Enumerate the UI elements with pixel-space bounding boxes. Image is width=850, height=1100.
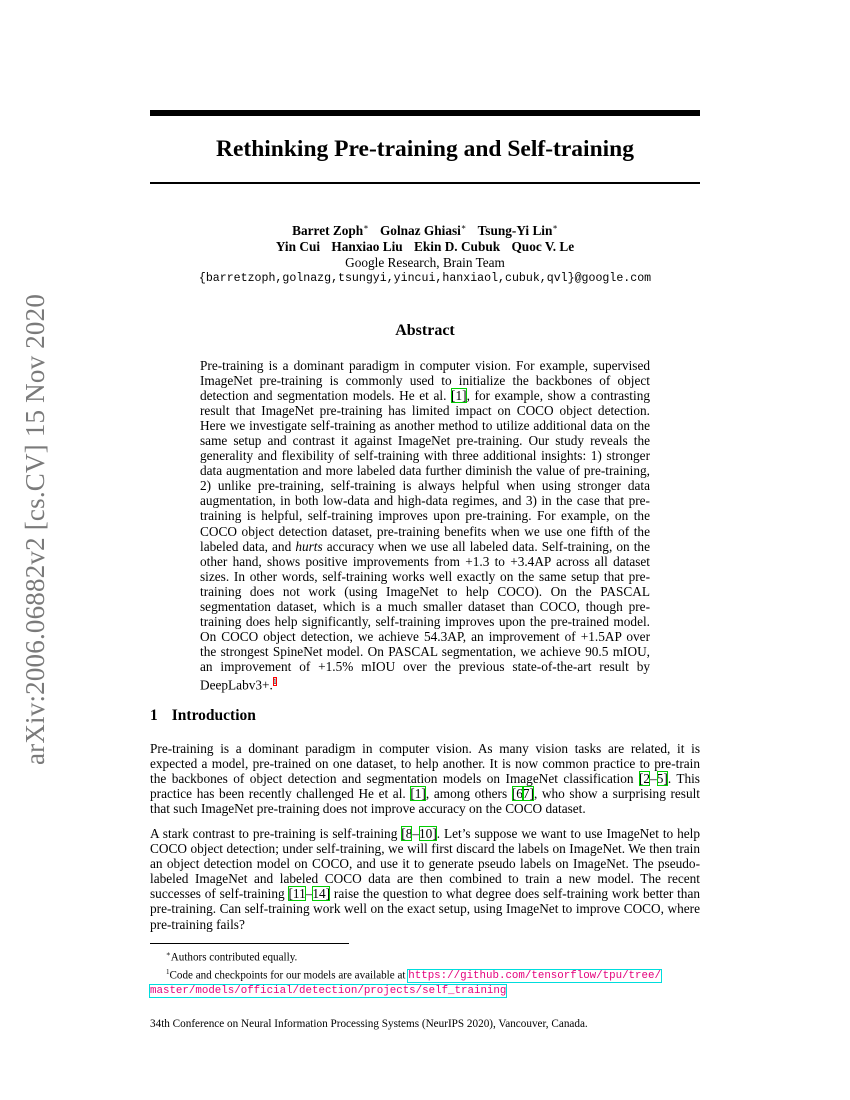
author: Quoc V. Le (511, 239, 575, 255)
section-number: 1 (150, 707, 158, 724)
author-block (150, 220, 700, 287)
citation-link[interactable]: 5] (656, 771, 668, 787)
citation-link[interactable]: [6 (511, 786, 523, 802)
footnote-2-continued (150, 983, 710, 998)
citation-link[interactable]: [1] (410, 786, 426, 802)
citation-link[interactable]: [11 (288, 886, 306, 902)
paper-title: Rethinking Pre-training and Self-training (215, 136, 635, 162)
author: Tsung-Yi Lin∗ (477, 223, 558, 239)
citation-link[interactable]: 10] (419, 826, 437, 841)
code-repository-link[interactable]: https://github.com/tensorflow/tpu/tree/ (408, 970, 661, 983)
intro-paragraph-2: A stark contrast to pre-training is self-training [8–10]. Let’s suppose we want to use ImageNet to help COCO object detection; under self-training, we will first discard the labels on ImageNet. We then train an object detection model on COCO, and use it to generate pseudo labels on ImageNet. The pseudo-labeled ImageNet and labeled COCO data are then combined to train a new model. The recent successes of self-training [11–14] raise the question to what degree does self-training work better than pre-training. Can self-training work well on the exact setup, using ImageNet to improve COCO, where pre-training fails? (150, 826, 700, 932)
title-bottom-rule (150, 182, 700, 184)
section-title: Introduction (171, 707, 256, 724)
citation-link[interactable]: [2 (639, 771, 651, 787)
arxiv-identifier-stamp (14, 283, 58, 775)
code-repository-link-continued[interactable]: master/models/official/detection/projects/self_training (150, 985, 507, 998)
author: Yin Cui (275, 239, 321, 255)
author-line-2 (150, 239, 700, 255)
abstract-body: Pre-training is a dominant paradigm in computer vision. For example, supervised ImageNet pre-training is commonly used to initialize the backbones of object detection and segmentation models. He et al. [1], for example, show a contrasting result that ImageNet pre-training has limited impact on COCO object detection. Here we investigate self-training as another method to utilize additional data on the same setup and contrast it against ImageNet pre-training. Our study reveals the generality and flexibility of self-training with three additional insights: 1) stronger data augmentation and more labeled data further diminish the value of pre-training, 2) unlike pre-training, self-training is always helpful when using stronger data augmentation, in both low-data and high-data regimes, and 3) in the case that pre-training is helpful, self-training improves upon pre-training. For example, on the COCO object detection dataset, pre-training benefits when we use one fifth of the labeled data, and hurts accuracy when we use all labeled data. Self-training, on the other hand, shows positive improvements from +1.3 to +3.4AP across all dataset sizes. In other words, self-training works well exactly on the same setup that pre-training does not work (using ImageNet to help COCO). On the PASCAL segmentation dataset, which is a much smaller dataset than COCO, though pre-training does help significantly, self-training improves upon the pre-trained model. On COCO object detection, we achieve 54.3AP, an improvement of +1.5AP over the strongest SpineNet model. On PASCAL segmentation, we achieve 90.5 mIOU, an improvement of +1.5% mIOU over the previous state-of-the-art result by DeepLabv3+.$^1$ (200, 358, 650, 693)
abstract-heading: Abstract (395, 322, 455, 339)
author: Ekin D. Cubuk (414, 239, 501, 255)
footnote-2: $^1$Code and checkpoints for our models are available at https://github.com/tensorflow/tpu/tree/ (166, 967, 661, 983)
citation-link[interactable]: [8 (401, 826, 413, 841)
footnotes (150, 947, 710, 998)
footnote-1: ∗Authors contributed equally. (166, 950, 298, 964)
intro-paragraph-1: Pre-training is a dominant paradigm in computer vision. As many vision tasks are related, it is expected a model, pre-trained on one dataset, to help another. It is now common practice to pre-train the backbones of object detection and segmentation models on ImageNet classification [2–5]. This practice has been recently challenged He et al. [1], among others [67], who show a surprising result that such ImageNet pre-training does not improve accuracy on the COCO dataset. (150, 741, 701, 817)
author: Golnaz Ghiasi∗ (379, 223, 467, 239)
affiliation: Google Research, Brain Team (345, 255, 505, 271)
author: Hanxiao Liu (331, 239, 403, 255)
author: Barret Zoph∗ (292, 223, 369, 239)
conference-notice: 34th Conference on Neural Information Processing Systems (NeurIPS 2020), Vancouver, Canada. (150, 1018, 588, 1030)
arxiv-identifier-text: arXiv:2006.06882v2 [cs.CV] 15 Nov 2020 (20, 293, 51, 765)
citation-link[interactable]: [1] (451, 388, 467, 404)
title-top-rule (150, 110, 700, 116)
author-line-1 (150, 220, 700, 239)
citation-link[interactable]: 7] (522, 786, 534, 802)
footnote-ref-link[interactable]: 1 (272, 676, 277, 686)
footnote-divider (150, 943, 349, 944)
author-emails: {barretzoph,golnazg,tsungyi,yincui,hanxiaol,cubuk,qvl}@google.com (198, 272, 652, 286)
section-heading-introduction (150, 707, 256, 725)
citation-link[interactable]: 14] (312, 886, 331, 902)
